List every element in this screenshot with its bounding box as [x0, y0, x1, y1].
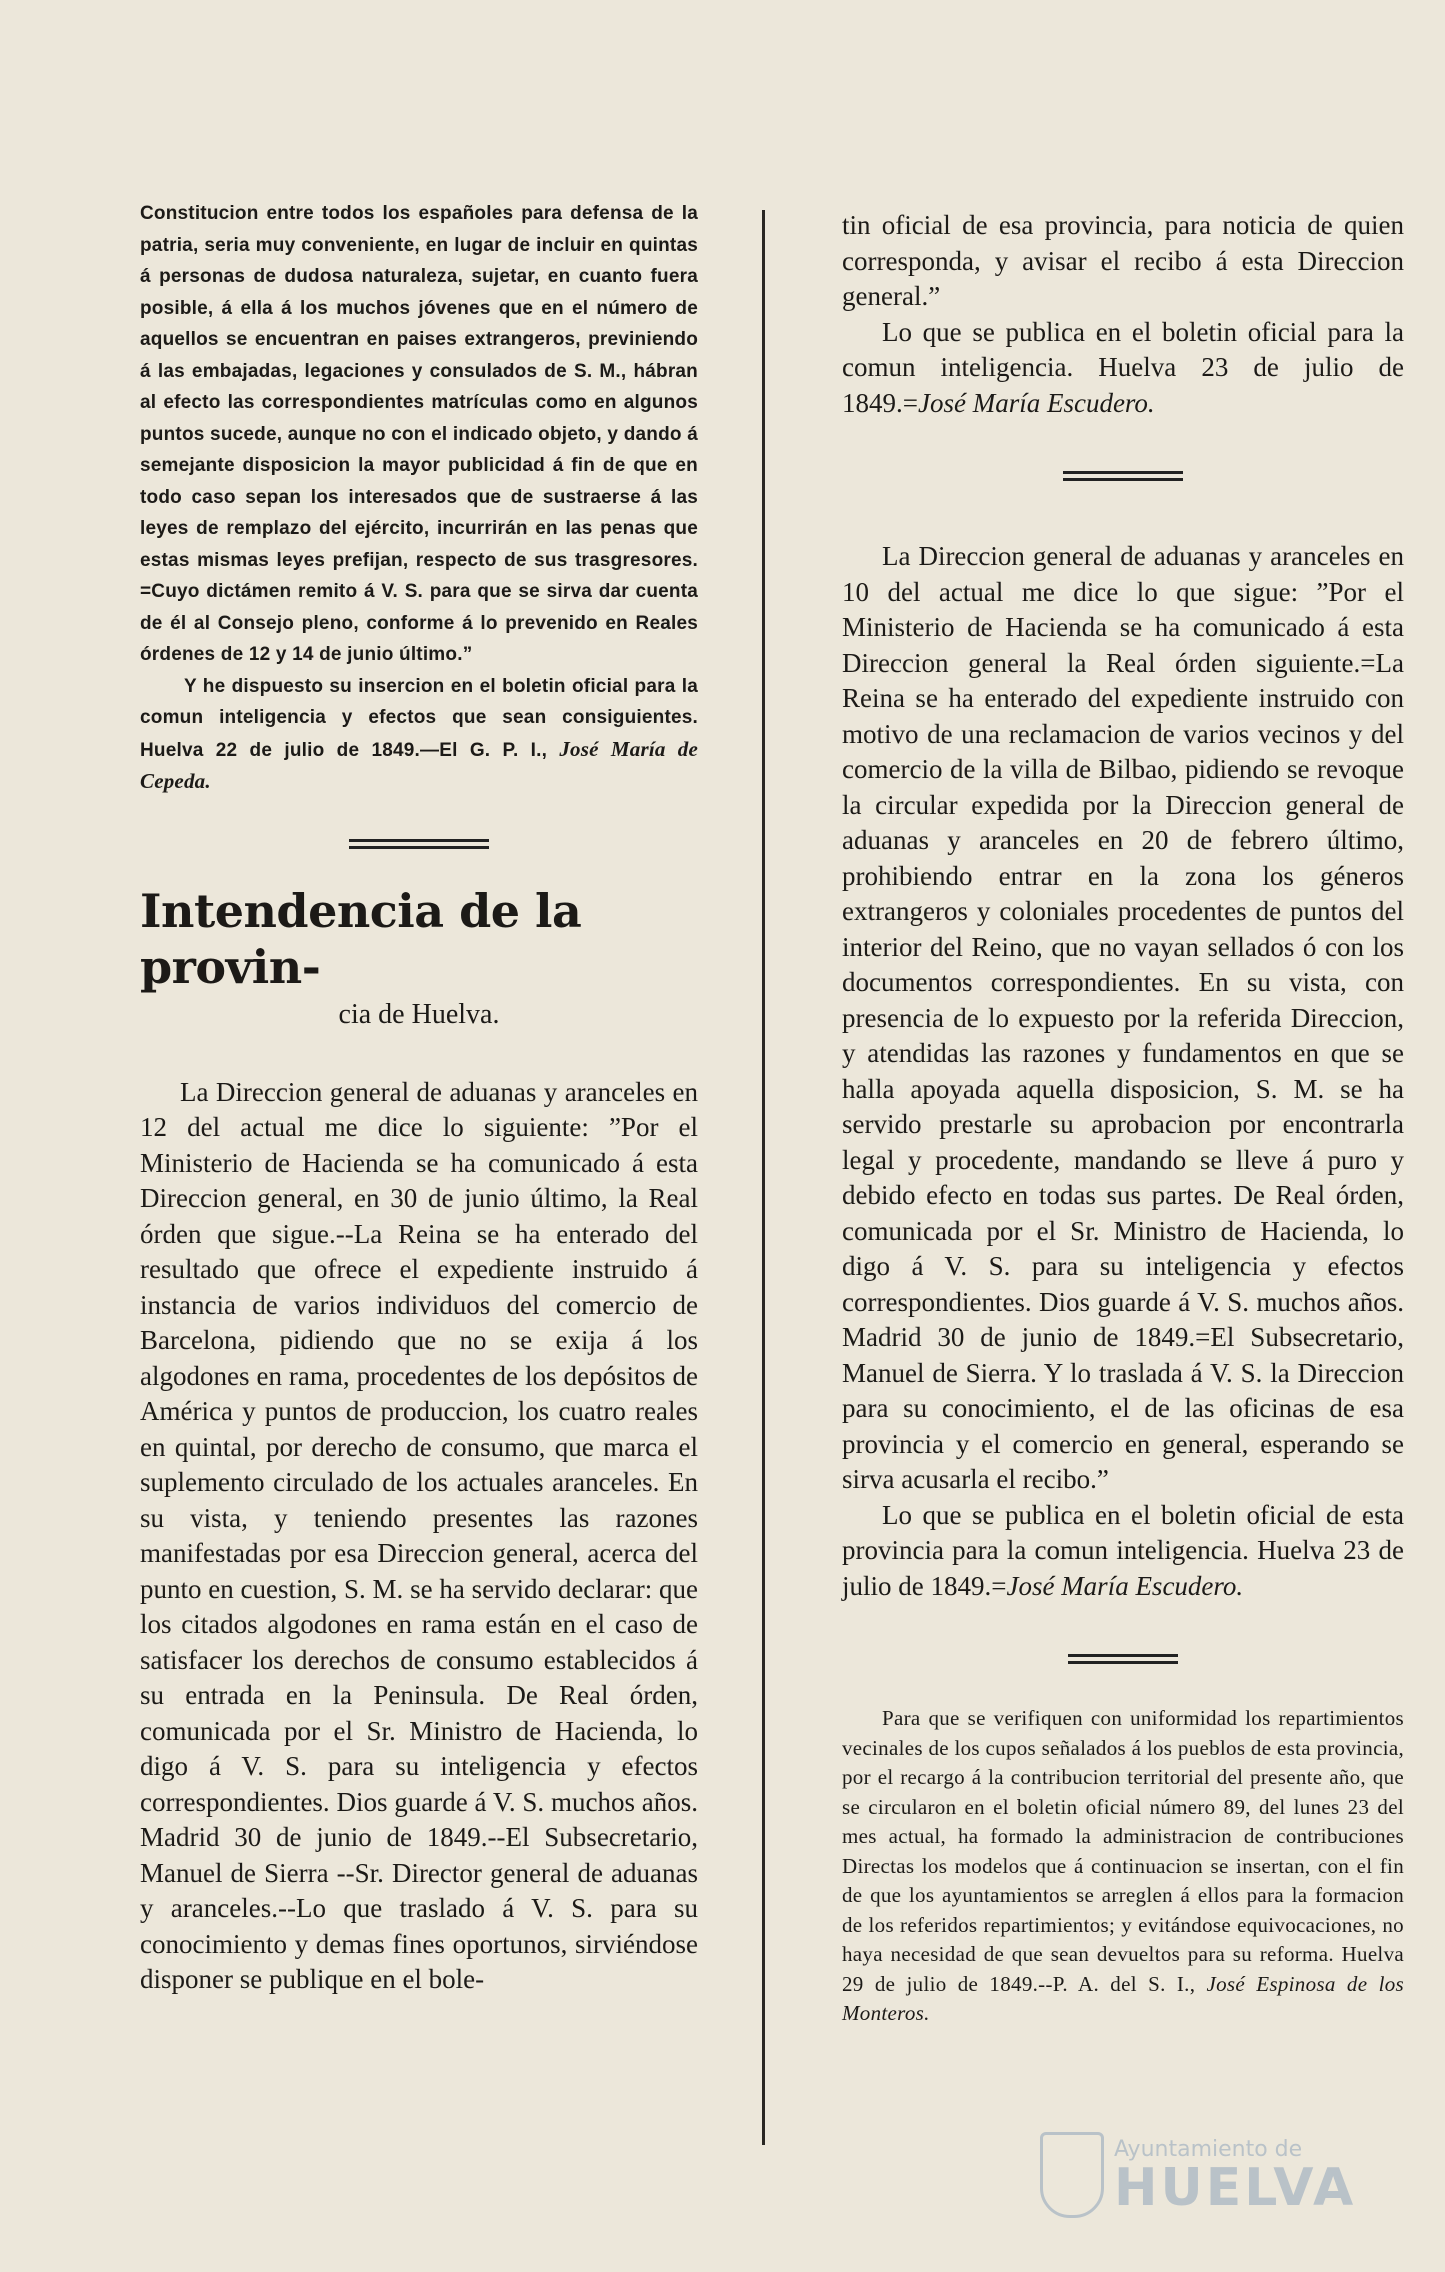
watermark-text — [1114, 2136, 1357, 2218]
repartimientos-text: Para que se verifiquen con uniformidad los repartimientos vecinales de los cupos señalados á los pueblos de esta provincia, por el recargo á la contribucion territorial del presente año, que se circularon en el boletin oficial número 89, del lunes 23 del mes actual, ha formado la administracion de contribuciones Directas los modelos que á continuacion se insertan, con el fin de que los ayuntamientos se arreglen á ellos para la formacion de los referidos repartimientos; y evitándose equivocaciones, no haya necesidad de que sean devueltos para su reforma. Huelva 29 de julio de 1849.--P. A. del S. I., — [842, 1706, 1404, 1996]
ayuntamiento-watermark — [1040, 2120, 1380, 2230]
boletin-continuation: tin oficial de esa provincia, para noticia de quien corresponda, y avisar el recibo á esta Direccion general.” — [842, 210, 1404, 311]
aduanas-algodones-paragraph: La Direccion general de aduanas y aranceles en 12 del actual me dice lo siguiente: ”Por el Ministerio de Hacienda se ha comunicado á esta Direccion general, en 30 de junio último, la Real órden que sigue.--La Reina se ha enterado del resultado que ofrece el expediente instruido á instancia de varios individuos del comercio de Barcelona, pidiendo que no se exija á los algodones en rama, procedentes de los depósitos de América y puntos de produccion, los cuatro reales en quintal, por derecho de consumo, que marca el suplemento circulado de los actuales aranceles. En su vista, y teniendo presentes las razones manifestadas por esa Direccion general, acerca del punto en cuestion, S. M. se ha servido declarar: que los citados algodones en rama están en el caso de satisfacer los derechos de consumo establecidos á su entrada en la Peninsula. De Real órden, comunicada por el Sr. Ministro de Hacienda, lo digo á V. S. para su inteligencia y efectos correspondientes. Dios guarde á V. S. muchos años. Madrid 30 de junio de 1849.--El Subsecretario, Manuel de Sierra --Sr. Director general de aduanas y aranceles.--Lo que traslado á V. S. para su conocimiento y demas fines oportunos, sirviéndose disponer se publique en el bole- — [140, 1076, 698, 1994]
watermark-line1: Ayuntamiento de — [1114, 2136, 1303, 2162]
section-title: Intendencia de la provin- — [140, 883, 582, 994]
repartimientos-notice — [842, 1704, 1404, 2029]
section-divider — [349, 839, 489, 849]
left-column — [140, 198, 698, 1998]
shield-icon — [1040, 2132, 1104, 2218]
watermark-line2: HUELVA — [1114, 2157, 1357, 2218]
espinosa-signature: José Espinosa de los Monteros. — [842, 1971, 1404, 2025]
publica-text-1: Lo que se publica en el boletin oficial para la comun inteligencia. Huelva 23 de julio de 1849.= — [842, 316, 1404, 418]
publica-paragraph-2 — [842, 1498, 1404, 1605]
section-subtitle: cia de Huelva. — [338, 998, 500, 1030]
column-divider — [762, 210, 765, 2145]
right-column — [842, 208, 1404, 2029]
constitucion-paragraph: Constitucion entre todos los españoles para defensa de la patria, seria muy conveniente, en lugar de incluir en quintas á personas de dudosa naturaleza, sujetar, en cuanto fuera posible, á ella á los muchos jóvenes que en el número de aquellos se encuentran en paises extrangeros, previniendo á las embajadas, legaciones y consulados de S. M., hábran al efecto las correspondientes matrículas como en algunos puntos sucede, aunque no con el indicado objeto, y dando á semejante disposicion la mayor publicidad á fin de que en todo caso sepan los interesados que de sustraerse á las leyes de remplazo del ejército, incurrirán en las penas que estas mismas leyes prefijan, respecto de sus trasgresores. =Cuyo dictámen remito á V. S. para que se sirva dar cuenta de él al Consejo pleno, conforme á lo prevenido en Reales órdenes de 12 y 14 de junio último.” — [140, 203, 698, 665]
cepeda-signature: José María de Cepeda. — [140, 736, 698, 793]
escudero-signature-1: José María Escudero. — [917, 387, 1155, 418]
insercion-paragraph — [140, 671, 698, 799]
divider-3 — [1068, 1654, 1178, 1664]
aduanas-bilbao-paragraph: La Direccion general de aduanas y aranceles en 10 del actual me dice lo que sigue: ”Por el Ministerio de Hacienda se ha comunicado á esta Direccion general la Real órden siguiente.=La Reina se ha enterado del expediente instruido con motivo de una reclamacion de varios vecinos y del comercio de la villa de Bilbao, pidiendo se revoque la circular expedida por la Direccion general de aduanas y aranceles en 20 de febrero último, prohibiendo entrar en la zona los géneros extrangeros y coloniales procedentes de puntos del interior del Reino, que no vayan sellados ó con los documentos correspondientes. En su vista, con presencia de lo expuesto por la referida Direccion, y atendidas las razones y fundamentos en que se halla apoyada aquella disposicion, S. M. se ha servido prestarle su aprobacion por encontrarla legal y procedente, mandando se lleve á puro y debido efecto en todas sus partes. De Real órden, comunicada por el Sr. Ministro de Hacienda, lo digo á V. S. para su inteligencia y efectos correspondientes. Dios guarde á V. S. muchos años. Madrid 30 de junio de 1849.=El Subsecretario, Manuel de Sierra. Y lo traslada á V. S. la Direccion para su conocimiento, el de las oficinas de esa provincia y el comercio en general, esperando se sirva acusarla el recibo.” — [842, 541, 1404, 1494]
escudero-signature-2: José María Escudero. — [1006, 1570, 1244, 1601]
publica-text-2: Lo que se publica en el boletin oficial de esta provincia para la comun inteligencia. Huelva 23 de julio de 1849.= — [842, 1499, 1404, 1601]
insercion-text: Y he dispuesto su insercion en el boletin oficial para la comun inteligencia y efectos que sean consiguientes. Huelva 22 de julio de 1849.—El G. P. I., — [140, 675, 698, 761]
divider-2 — [1063, 471, 1183, 481]
publica-paragraph-1 — [842, 315, 1404, 422]
